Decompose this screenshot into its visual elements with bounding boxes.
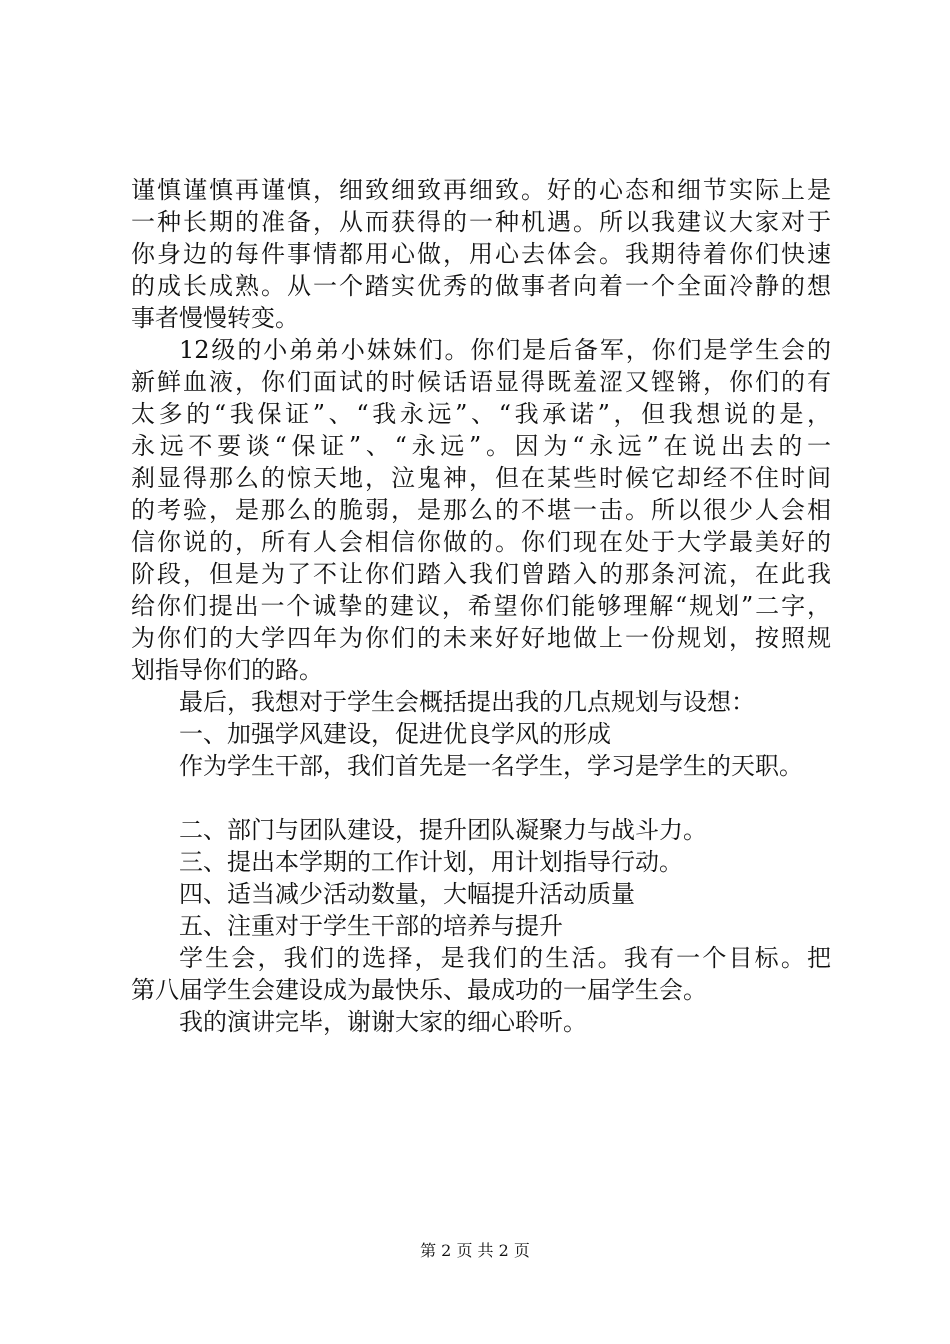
text-line: 阶段，但是为了不让你们踏入我们曾踏入的那条河流，在此我	[131, 560, 831, 588]
text-line: 太多的“我保证”、“我永远”、“我承诺”，但我想说的是，	[131, 400, 831, 428]
paragraph-first-line: 学生会，我们的选择，是我们的生活。我有一个目标。把	[179, 944, 831, 972]
text-line: 第八届学生会建设成为最快乐、最成功的一届学生会。	[131, 976, 707, 1004]
text-line: 永远不要谈“保证”、“永远”。因为“永远”在说出去的一	[131, 432, 831, 460]
text-line: 一种长期的准备，从而获得的一种机遇。所以我建议大家对于	[131, 208, 831, 236]
text-line: 信你说的，所有人会相信你做的。你们现在处于大学最美好的	[131, 528, 831, 556]
text-line: 的成长成熟。从一个踏实优秀的做事者向着一个全面冷静的想	[131, 272, 831, 300]
text-line: 你身边的每件事情都用心做，用心去体会。我期待着你们快速	[131, 240, 831, 268]
text-line: 谨慎谨慎再谨慎，细致细致再细致。好的心态和细节实际上是	[131, 176, 831, 204]
paragraph-first-line: 最后，我想对于学生会概括提出我的几点规划与设想：	[179, 688, 755, 716]
list-heading: 二、部门与团队建设，提升团队凝聚力与战斗力。	[179, 816, 707, 844]
text-line: 事者慢慢转变。	[131, 304, 299, 332]
paragraph-first-line: 作为学生干部，我们首先是一名学生，学习是学生的天职。	[179, 752, 803, 780]
list-heading: 三、提出本学期的工作计划，用计划指导行动。	[179, 848, 683, 876]
paragraph-first-line: 12级的小弟弟小妹妹们。你们是后备军，你们是学生会的	[179, 336, 831, 364]
text-line: 划指导你们的路。	[131, 656, 323, 684]
page-number-footer: 第 2 页 共 2 页	[420, 1241, 530, 1260]
text-line: 为你们的大学四年为你们的未来好好地做上一份规划，按照规	[131, 624, 831, 652]
list-heading: 四、适当减少活动数量，大幅提升活动质量	[179, 880, 635, 908]
list-heading: 一、加强学风建设，促进优良学风的形成	[179, 720, 611, 748]
paragraph-first-line: 我的演讲完毕，谢谢大家的细心聆听。	[179, 1008, 587, 1036]
text-line: 给你们提出一个诚挚的建议，希望你们能够理解“规划”二字，	[131, 592, 831, 620]
text-line: 刹显得那么的惊天地，泣鬼神，但在某些时候它却经不住时间	[131, 464, 831, 492]
list-heading: 五、注重对于学生干部的培养与提升	[179, 912, 563, 940]
text-line: 的考验，是那么的脆弱，是那么的不堪一击。所以很少人会相	[131, 496, 831, 524]
text-line: 新鲜血液，你们面试的时候话语显得既羞涩又铿锵，你们的有	[131, 368, 831, 396]
